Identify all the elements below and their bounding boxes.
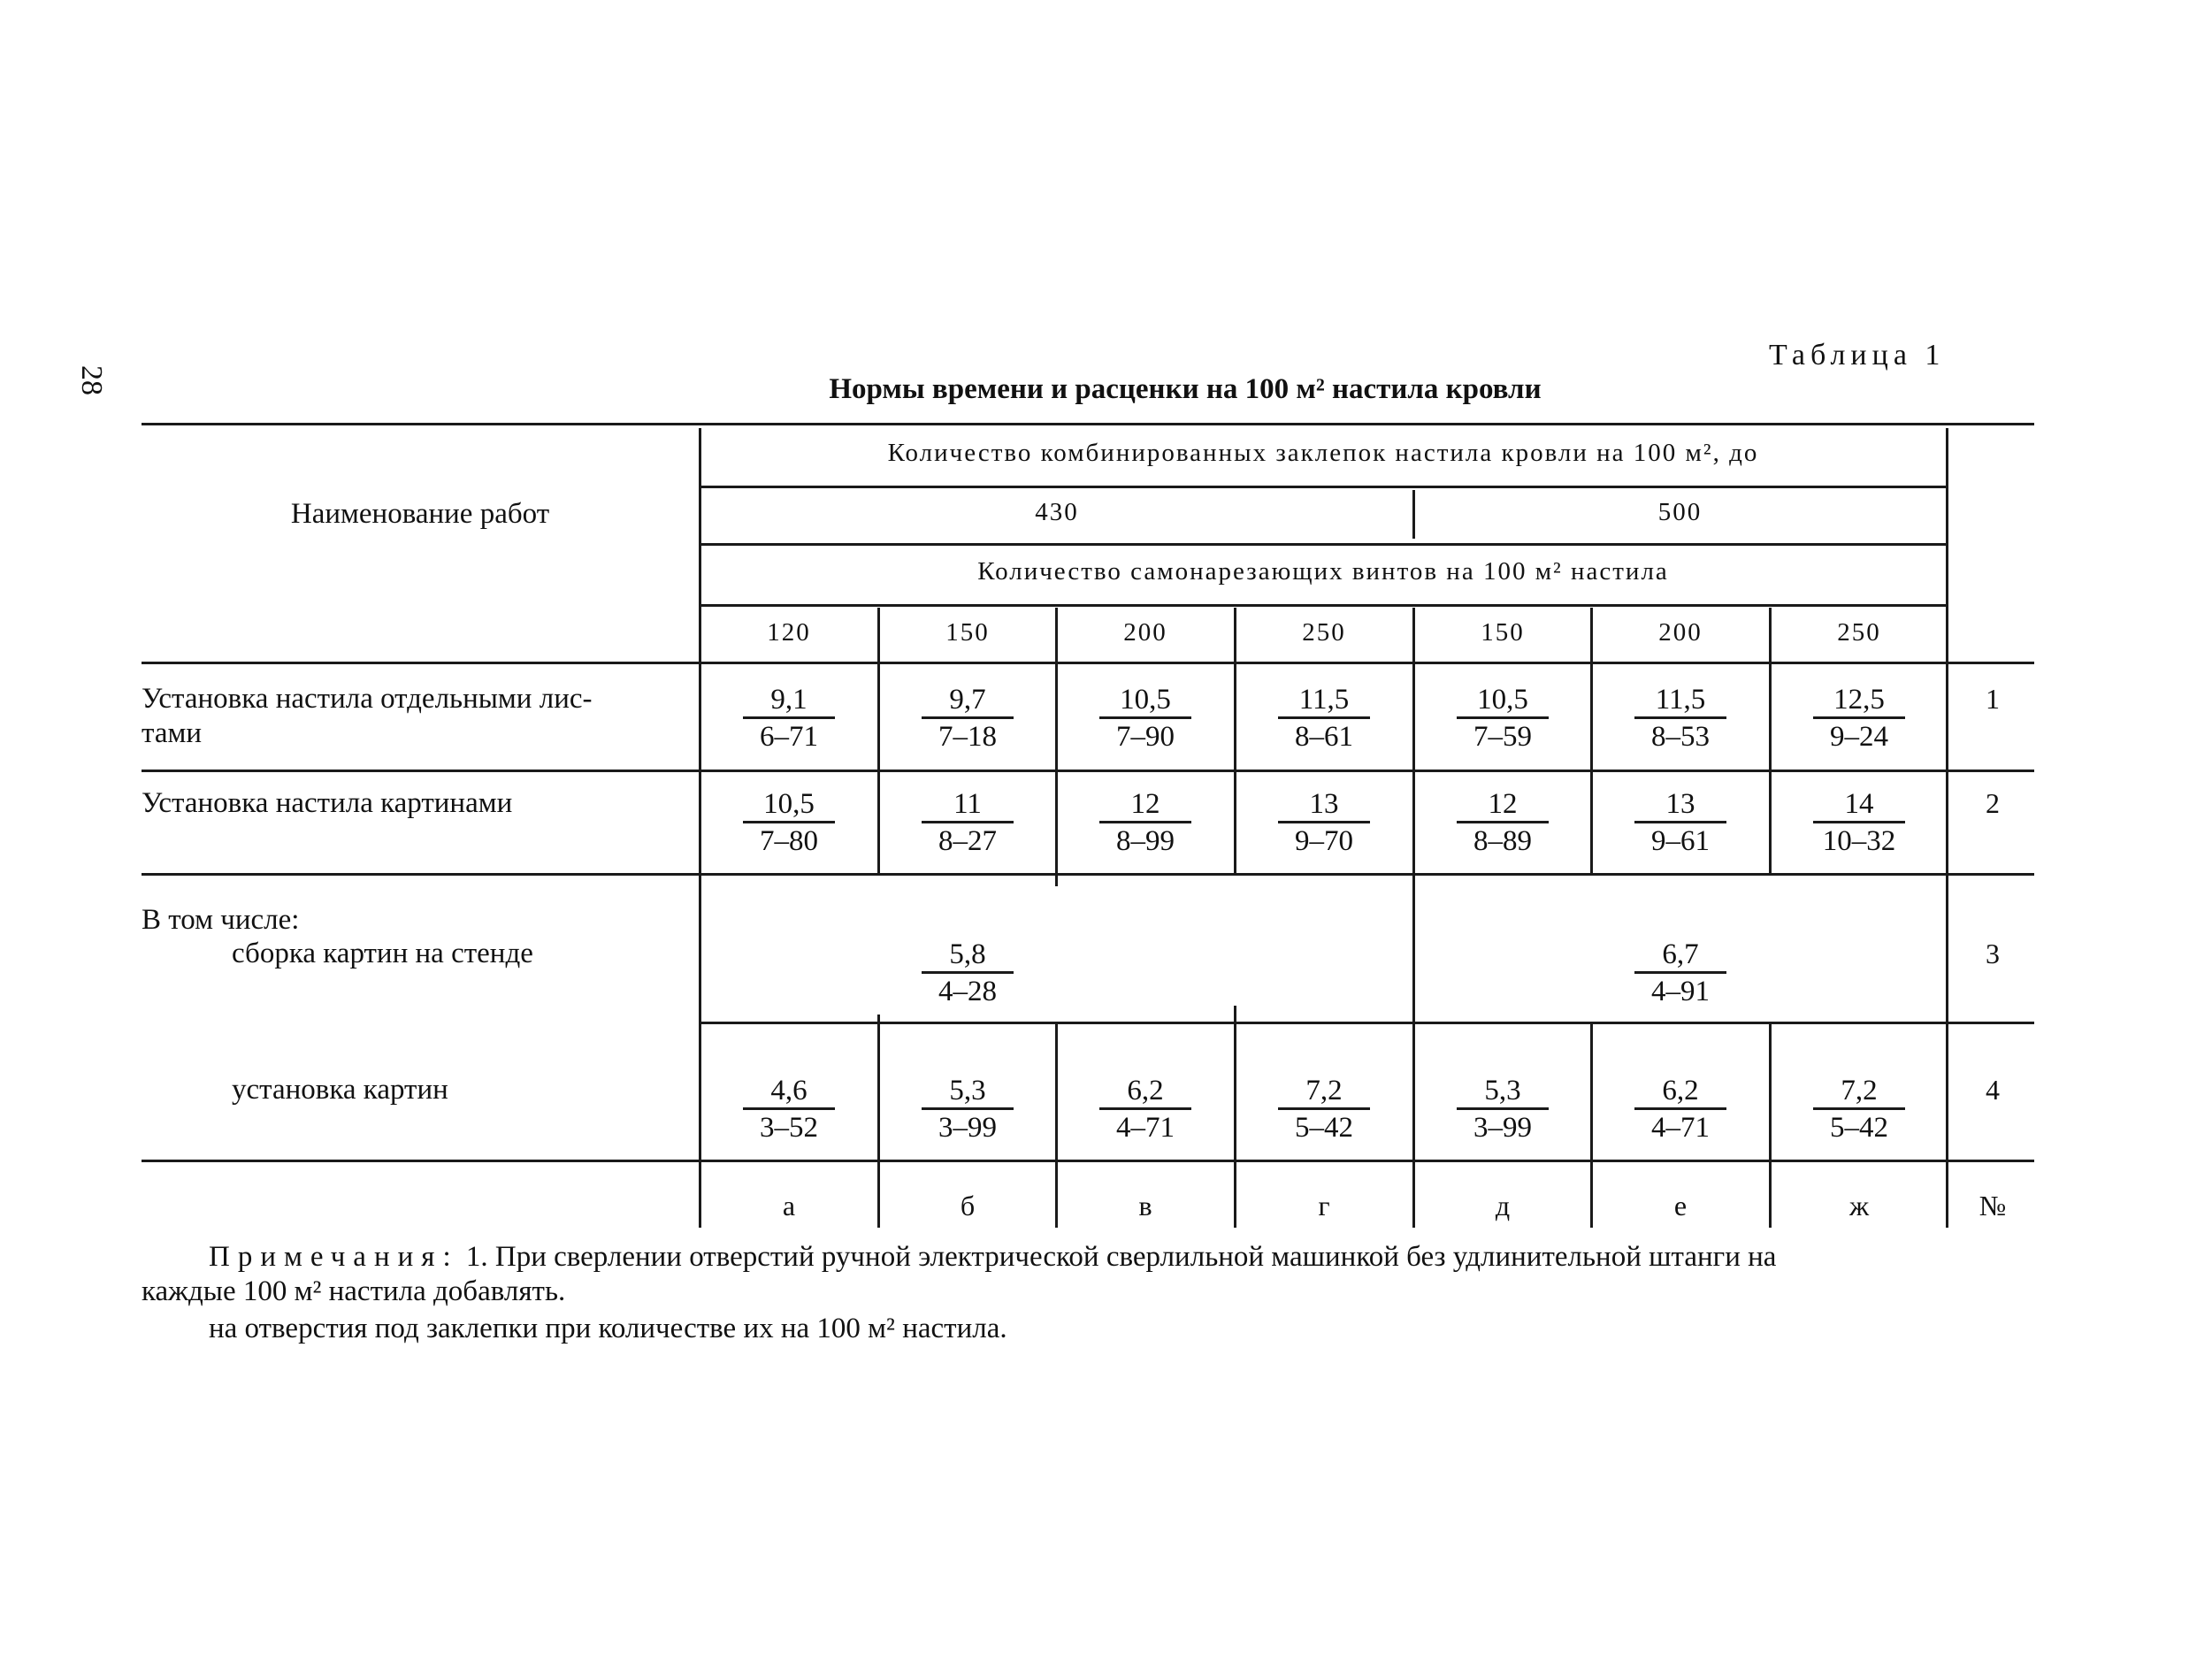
page-title: Нормы времени и расценки на 100 м² настила кровли xyxy=(829,373,1542,405)
screws-header-cell: 200 xyxy=(1123,618,1167,647)
row-number: 4 xyxy=(1986,1074,2000,1106)
row-number: 2 xyxy=(1986,787,2000,819)
rate-cell: 11,5 8–61 xyxy=(1236,683,1412,753)
rate-cell: 11,5 8–53 xyxy=(1592,683,1769,753)
column-letter: е xyxy=(1673,1190,1688,1221)
row-label: Установка настила картинами xyxy=(142,787,513,819)
screws-header-cell: 120 xyxy=(767,618,811,647)
rate-cell: 13 9–70 xyxy=(1236,787,1412,857)
rivets-430-header: 430 xyxy=(1035,498,1079,526)
row-label: В том числе: xyxy=(142,904,300,936)
screws-header-cell: 150 xyxy=(1481,618,1525,647)
rate-cell: 7,2 5–42 xyxy=(1771,1074,1948,1144)
rivets-500-header: 500 xyxy=(1657,498,1703,526)
rate-cell: 4,6 3–52 xyxy=(700,1074,877,1144)
notes-line: на отверстия под заклепки при количестве их на 100 м² настила. xyxy=(209,1313,1007,1344)
rate-cell: 10,5 7–80 xyxy=(700,787,877,857)
table-label: Таблица 1 xyxy=(1769,339,1946,371)
rate-cell: 14 10–32 xyxy=(1771,787,1948,857)
rate-cell: 10,5 7–90 xyxy=(1057,683,1234,753)
page-number: 28 xyxy=(75,365,108,395)
works-name-header: Наименование работ xyxy=(290,498,550,530)
row-label-continued: тами xyxy=(142,717,203,749)
row-number: 1 xyxy=(1986,683,2000,715)
rate-cell: 5,3 3–99 xyxy=(1414,1074,1591,1144)
rate-cell: 6,2 4–71 xyxy=(1057,1074,1234,1144)
rate-cell: 10,5 7–59 xyxy=(1414,683,1591,753)
column-letter: д xyxy=(1495,1190,1511,1221)
screws-header-cell: 250 xyxy=(1837,618,1881,647)
screws-header-cell: 250 xyxy=(1302,618,1346,647)
rate-cell: 12 8–89 xyxy=(1414,787,1591,857)
column-letter: ж xyxy=(1848,1190,1870,1221)
screws-quantity-header: Количество самонарезающих винтов на 100 м² настила xyxy=(977,557,1669,586)
row-number: 3 xyxy=(1986,938,2000,969)
rate-cell: 12 8–99 xyxy=(1057,787,1234,857)
rate-cell: 11 8–27 xyxy=(879,787,1056,857)
rate-cell: 5,8 4–28 xyxy=(879,938,1056,1007)
rivets-quantity-header: Количество комбинированных заклепок настила кровли на 100 м², до xyxy=(887,439,1759,467)
row-label: Установка настила отдельными лис- xyxy=(142,683,593,715)
notes-label: Примечания: xyxy=(209,1241,459,1273)
notes-first-line xyxy=(209,1241,1776,1274)
screws-header-cell: 150 xyxy=(945,618,990,647)
rate-cell: 6,7 4–91 xyxy=(1592,938,1769,1007)
rate-cell: 12,5 9–24 xyxy=(1771,683,1948,753)
rate-cell: 13 9–61 xyxy=(1592,787,1769,857)
rate-cell: 5,3 3–99 xyxy=(879,1074,1056,1144)
notes-line: каждые 100 м² настила добавлять. xyxy=(142,1275,566,1307)
number-sign: № xyxy=(1979,1190,2007,1221)
column-letter: г xyxy=(1318,1190,1330,1221)
rate-cell: 7,2 5–42 xyxy=(1236,1074,1412,1144)
screws-header-cell: 200 xyxy=(1658,618,1703,647)
rate-cell: 6,2 4–71 xyxy=(1592,1074,1769,1144)
row-sublabel: установка картин xyxy=(232,1074,448,1106)
column-letter: а xyxy=(782,1190,796,1221)
row-sublabel: сборка картин на стенде xyxy=(232,938,533,969)
rate-cell: 9,7 7–18 xyxy=(879,683,1056,753)
notes-text: 1. При сверлении отверстий ручной электрической сверлильной машинкой без удлинительной штанги на xyxy=(465,1241,1777,1273)
column-letter: б xyxy=(960,1190,976,1221)
column-letter: в xyxy=(1138,1190,1152,1221)
rate-cell: 9,1 6–71 xyxy=(700,683,877,753)
